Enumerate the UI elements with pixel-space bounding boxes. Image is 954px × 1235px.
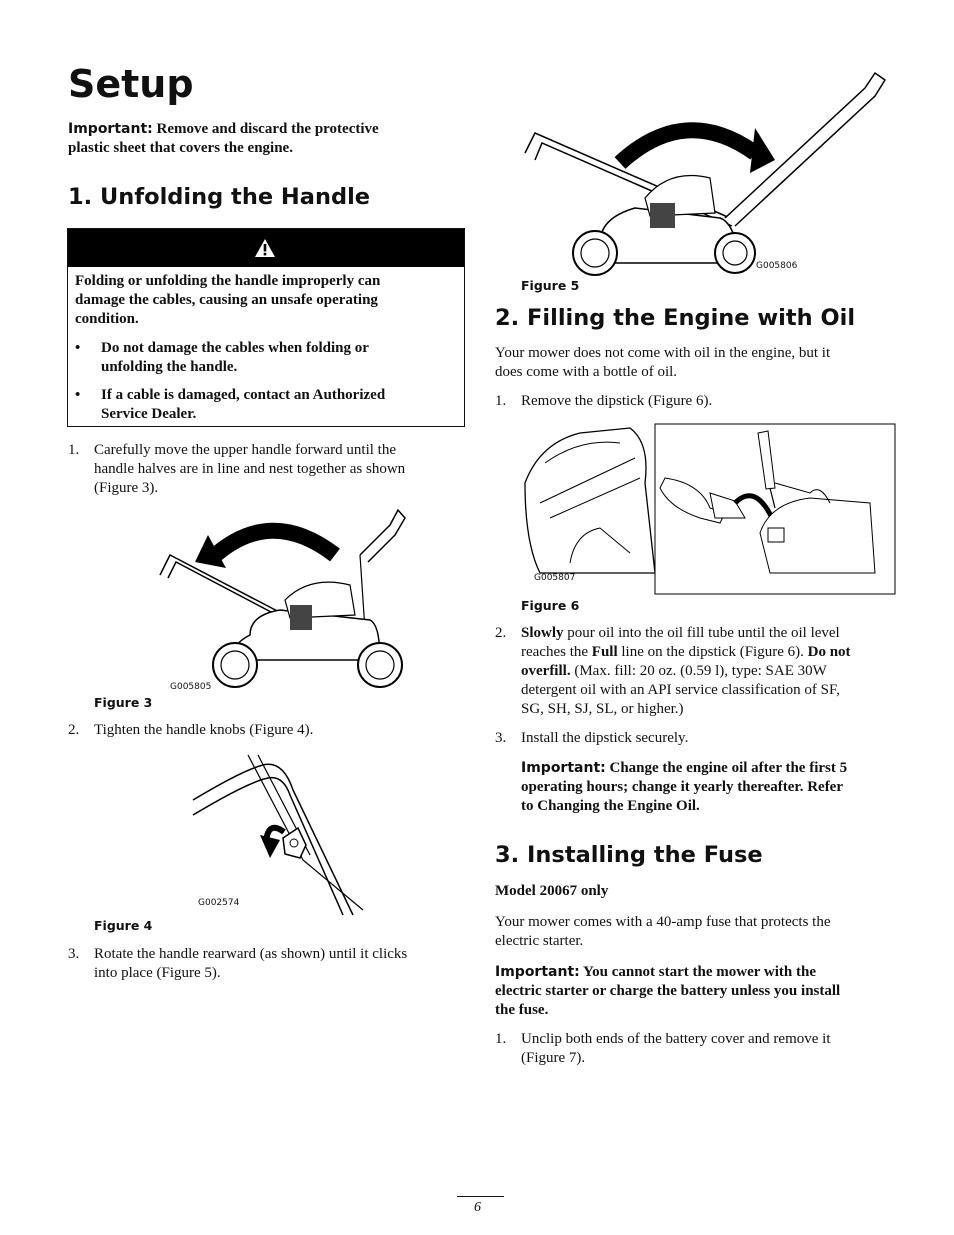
figure6-oil-fill-illustration <box>520 423 896 595</box>
step-number: 2. <box>495 625 507 641</box>
important-text-line2: plastic sheet that covers the engine. <box>68 140 293 156</box>
page-number: 6 <box>474 1200 481 1215</box>
step-emphasis: overfill. <box>521 663 571 679</box>
figure5-caption: Figure 5 <box>521 278 580 293</box>
figure3-caption: Figure 3 <box>94 695 153 710</box>
warning-bullet1-line1: Do not damage the cables when folding or <box>101 340 369 356</box>
step-text-part: reaches the <box>521 644 592 660</box>
footer-rule <box>457 1196 504 1197</box>
important-label: Important: <box>521 760 606 776</box>
section3-intro-line1: Your mower comes with a 40-amp fuse that protects the <box>495 914 831 930</box>
page-title: Setup <box>68 62 194 106</box>
step-text-line1: Carefully move the upper handle forward until the <box>94 442 396 458</box>
important-line3: the fuse. <box>495 1002 549 1018</box>
section2-intro <box>495 344 895 382</box>
step-text-part: detergent oil with an API service classification of SF, <box>521 682 840 698</box>
step-text: Install the dipstick securely. <box>521 730 689 746</box>
section3-model: Model 20067 only <box>495 883 609 899</box>
warning-bullet1-line2: unfolding the handle. <box>101 359 238 375</box>
step-text: Tighten the handle knobs (Figure 4). <box>94 722 314 738</box>
warning-bar <box>68 229 464 267</box>
step-emphasis: Do not <box>807 644 851 660</box>
figure3-mower-illustration <box>150 500 410 700</box>
step-emphasis: Slowly <box>521 625 564 641</box>
step-text <box>521 1030 896 1068</box>
warning-bullet-2 <box>101 386 461 424</box>
warning-bullet2-line2: Service Dealer. <box>101 406 197 422</box>
step-text: Remove the dipstick (Figure 6). <box>521 393 713 409</box>
figure6-caption: Figure 6 <box>521 598 580 613</box>
intro-important <box>68 120 468 158</box>
step-text-line1: Unclip both ends of the battery cover and remove it <box>521 1031 831 1047</box>
figure6-code: G005807 <box>534 573 576 583</box>
section3-heading: 3. Installing the Fuse <box>495 842 763 868</box>
warning-text <box>75 272 460 329</box>
figure4-handle-knob-illustration <box>188 750 368 920</box>
important-label: Important: <box>495 964 580 980</box>
step-number: 2. <box>68 722 80 738</box>
warning-bullet-1 <box>101 339 461 377</box>
section2-heading: 2. Filling the Engine with Oil <box>495 305 856 331</box>
section3-intro-line2: electric starter. <box>495 933 584 949</box>
step-text-line3: (Figure 3). <box>94 480 159 496</box>
step-text-line2: into place (Figure 5). <box>94 965 221 981</box>
step-text-line2: (Figure 7). <box>521 1050 586 1066</box>
step-number: 1. <box>495 1031 507 1047</box>
figure5-code: G005806 <box>756 261 798 271</box>
figure3-code: G005805 <box>170 682 212 692</box>
warning-bullet-mark: • <box>75 387 81 403</box>
important-text-line1: Remove and discard the protective <box>156 121 379 137</box>
important-line2: operating hours; change it yearly thereafter. Refer <box>521 779 844 795</box>
warning-bullet2-line1: If a cable is damaged, contact an Authorized <box>101 387 386 403</box>
section3-important <box>495 963 895 1020</box>
step-text <box>521 624 896 719</box>
warning-text-line1: Folding or unfolding the handle improperly can <box>75 273 381 289</box>
section3-intro <box>495 913 895 951</box>
warning-text-line3: condition. <box>75 311 139 327</box>
step-number: 3. <box>68 946 80 962</box>
warning-box <box>67 228 465 427</box>
section2-intro-line1: Your mower does not come with oil in the engine, but it <box>495 345 831 361</box>
step-text-part: (Max. fill: 20 oz. (0.59 l), type: SAE 30W <box>570 663 827 679</box>
step-text-part: line on the dipstick (Figure 6). <box>617 644 808 660</box>
important-label: Important: <box>68 121 153 137</box>
important-line1: You cannot start the mower with the <box>582 964 816 980</box>
figure4-code: G002574 <box>198 898 240 908</box>
section2-intro-line2: does come with a bottle of oil. <box>495 364 678 380</box>
important-line2: electric starter or charge the battery unless you install <box>495 983 841 999</box>
warning-triangle-icon <box>255 239 275 257</box>
step-emphasis: Full <box>591 644 618 660</box>
section1-heading: 1. Unfolding the Handle <box>68 184 371 210</box>
section2-important <box>521 759 901 816</box>
step-text-line1: Rotate the handle rearward (as shown) until it clicks <box>94 946 408 962</box>
figure4-caption: Figure 4 <box>94 918 153 933</box>
step-number: 1. <box>68 442 80 458</box>
step-text <box>94 441 464 498</box>
warning-text-line2: damage the cables, causing an unsafe operating <box>75 292 378 308</box>
step-text-line2: handle halves are in line and nest together as shown <box>94 461 406 477</box>
step-number: 3. <box>495 730 507 746</box>
important-line1: Change the engine oil after the first 5 <box>609 760 848 776</box>
step-number: 1. <box>495 393 507 409</box>
step-text-part: pour oil into the oil fill tube until the oil level <box>563 625 840 641</box>
warning-bullet-mark: • <box>75 340 81 356</box>
step-text-part: SG, SH, SJ, SL, or higher.) <box>521 701 684 717</box>
step-text <box>94 945 464 983</box>
important-line3: to Changing the Engine Oil. <box>521 798 700 814</box>
figure5-mower-illustration <box>520 68 900 278</box>
